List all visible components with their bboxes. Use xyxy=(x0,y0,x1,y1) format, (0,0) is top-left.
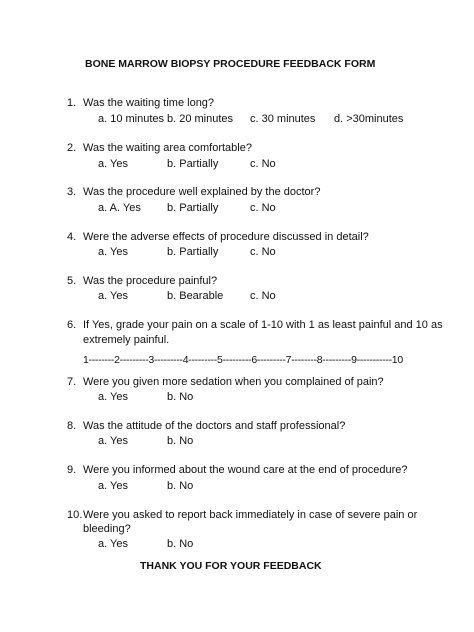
form-footer: THANK YOU FOR YOUR FEEDBACK xyxy=(140,560,322,572)
option-c[interactable]: c. No xyxy=(250,202,276,214)
question-number: 10. xyxy=(67,509,83,521)
question-5 xyxy=(67,275,217,287)
option-b[interactable]: b. No xyxy=(167,391,194,403)
option-c[interactable]: c. No xyxy=(250,246,276,258)
option-a[interactable]: a. A. Yes xyxy=(98,202,141,214)
question-text-continued: bleeding? xyxy=(83,523,131,535)
question-number: 5. xyxy=(67,275,77,287)
question-text: Was the procedure well explained by the doctor? xyxy=(83,186,321,198)
question-2 xyxy=(67,142,252,154)
option-a[interactable]: a. Yes xyxy=(98,480,128,492)
option-b[interactable]: b. Partially xyxy=(167,202,219,214)
question-number: 6. xyxy=(67,319,77,331)
question-text: Was the procedure painful? xyxy=(83,275,218,287)
question-8 xyxy=(67,420,345,432)
question-number: 9. xyxy=(67,464,77,476)
question-text: Were you asked to report back immediately in case of severe pain or xyxy=(83,509,418,521)
option-b[interactable]: b. No xyxy=(167,435,194,447)
question-text: Were you informed about the wound care at the end of procedure? xyxy=(83,464,408,476)
option-a[interactable]: a. Yes xyxy=(98,246,128,258)
question-text: If Yes, grade your pain on a scale of 1-10 with 1 as least painful and 10 as xyxy=(83,319,443,331)
option-d[interactable]: d. >30minutes xyxy=(334,113,404,125)
question-10 xyxy=(67,509,417,521)
question-text-continued: extremely painful. xyxy=(83,334,170,346)
question-6 xyxy=(67,319,443,331)
option-a[interactable]: a. Yes xyxy=(98,290,128,302)
question-3 xyxy=(67,186,320,198)
option-a[interactable]: a. Yes xyxy=(98,538,128,550)
option-c[interactable]: c. No xyxy=(250,290,276,302)
option-b[interactable]: b. Partially xyxy=(167,246,219,258)
option-c[interactable]: c. No xyxy=(250,158,276,170)
option-a[interactable]: a. 10 minutes xyxy=(98,113,165,125)
question-text: Was the waiting time long? xyxy=(83,97,215,109)
question-number: 8. xyxy=(67,420,77,432)
question-1 xyxy=(67,97,214,109)
question-number: 2. xyxy=(67,142,77,154)
pain-scale[interactable]: 1--------2---------3---------4---------5---------6---------7--------8---------9-----------10 xyxy=(83,354,403,366)
question-text: Was the waiting area comfortable? xyxy=(83,142,252,154)
option-a[interactable]: a. Yes xyxy=(98,158,128,170)
option-c[interactable]: c. 30 minutes xyxy=(250,113,316,125)
form-title: BONE MARROW BIOPSY PROCEDURE FEEDBACK FORM xyxy=(85,58,376,70)
question-text: Were you given more sedation when you complained of pain? xyxy=(83,376,384,388)
question-text: Were the adverse effects of procedure discussed in detail? xyxy=(83,231,369,243)
question-9 xyxy=(67,464,408,476)
option-b[interactable]: b. No xyxy=(167,538,194,550)
question-text: Was the attitude of the doctors and staff professional? xyxy=(83,420,346,432)
option-a[interactable]: a. Yes xyxy=(98,435,128,447)
option-a[interactable]: a. Yes xyxy=(98,391,128,403)
question-7 xyxy=(67,376,384,388)
question-number: 7. xyxy=(67,376,77,388)
option-b[interactable]: b. Partially xyxy=(167,158,219,170)
option-b[interactable]: b. No xyxy=(167,480,194,492)
question-number: 4. xyxy=(67,231,77,243)
option-b[interactable]: b. Bearable xyxy=(167,290,224,302)
option-b[interactable]: b. 20 minutes xyxy=(167,113,234,125)
question-4 xyxy=(67,231,369,243)
question-number: 3. xyxy=(67,186,77,198)
question-number: 1. xyxy=(67,97,77,109)
